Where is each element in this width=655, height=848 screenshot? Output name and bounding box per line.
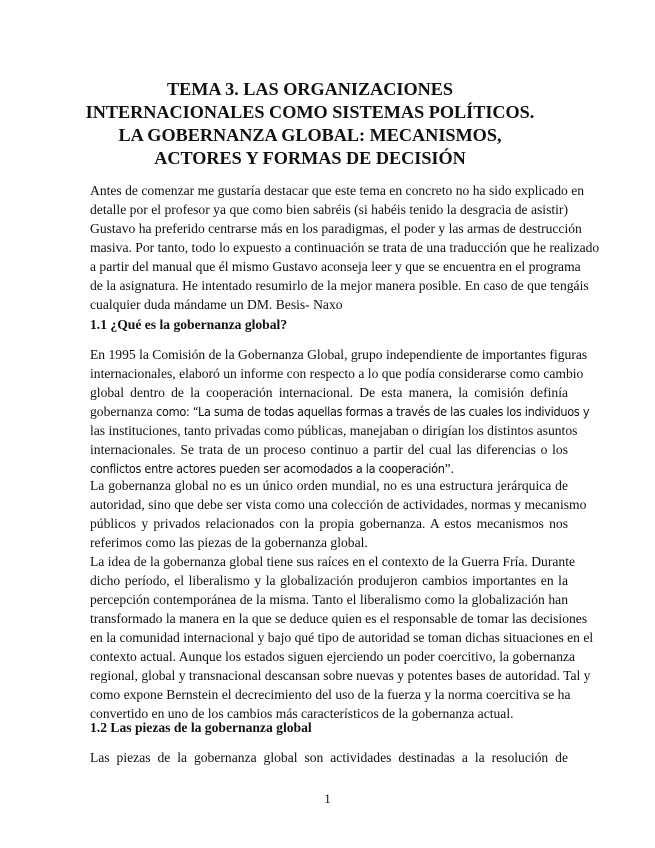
section-2-heading: 1.2 Las piezas de la gobernanza global: [90, 720, 312, 735]
paragraph-line: contexto actual. Aunque los estados siguen ejerciendo un poder coercitivo, la gobernanza: [90, 649, 576, 664]
paragraph-line: referimos como las piezas de la gobernanza global.: [90, 535, 368, 550]
intro-line: a partir del manual que él mismo Gustavo aconseja leer y que se encuentra en el programa: [90, 259, 581, 274]
paragraph-line: percepción contemporánea de la misma. Tanto el liberalismo como la globalización han: [90, 592, 568, 607]
title-line-2: INTERNACIONALES COMO SISTEMAS POLÍTICOS.: [85, 102, 535, 122]
intro-line: Antes de comenzar me gustaría destacar que este tema en concreto no ha sido explicado en: [90, 183, 585, 198]
paragraph-line: internacionales. Se trata de un proceso continuo a partir del cual las diferencias o los: [90, 442, 568, 457]
title-line-3: LA GOBERNANZA GLOBAL: MECANISMOS,: [118, 125, 502, 145]
paragraph-line: las instituciones, tanto privadas como públicas, manejaban o dirigían los distintos asuntos: [90, 423, 578, 438]
paragraph-line: Las piezas de la gobernanza global son actividades destinadas a la resolución de: [90, 750, 568, 765]
page-number: 1: [324, 791, 331, 806]
paragraph-line: [90, 402, 590, 421]
paragraph-line: públicos y privados relacionados con la propia gobernanza. A estos mecanismos nos: [90, 516, 568, 531]
paragraph-line: La gobernanza global no es un único orden mundial, no es una estructura jerárquica de: [90, 478, 568, 493]
paragraph-line: autoridad, sino que debe ser vista como una colección de actividades, normas y mecanismo: [90, 497, 587, 512]
paragraph-line: convertido en uno de los cambios más característicos de la gobernanza actual.: [90, 706, 514, 721]
section-1-paragraph-1: [90, 345, 590, 478]
section-1-heading: 1.1 ¿Qué es la gobernanza global?: [90, 317, 288, 332]
paragraph-line: transformado la manera en la que se deduce quien es el responsable de tomar las decisiones: [90, 611, 588, 626]
intro-line: Gustavo ha preferido centrarse más en los paradigmas, el poder y las armas de destrucción: [90, 221, 582, 236]
title-line-4: ACTORES Y FORMAS DE DECISIÓN: [154, 148, 466, 168]
paragraph-line: regional, global y transnacional descansan sobre nuevas y potentes bases de autoridad. Tal y: [90, 668, 591, 683]
intro-line: masiva. Por tanto, todo lo expuesto a continuación se trata de una traducción que he realizado: [90, 240, 600, 255]
definition-lead: gobernanza: [90, 404, 157, 419]
paragraph-line: dicho período, el liberalismo y la globalización produjeron cambios importantes en la: [90, 573, 568, 588]
definition-quote-end: conflictos entre actores pueden ser acomodados a la cooperación: [90, 461, 445, 476]
paragraph-line: como expone Bernstein el decrecimiento del uso de la fuerza y la norma coercitiva se ha: [90, 687, 571, 702]
paragraph-line: En 1995 la Comisión de la Gobernanza Global, grupo independiente de importantes figuras: [90, 347, 588, 362]
intro-paragraph: [90, 181, 600, 314]
title-line-1: TEMA 3. LAS ORGANIZACIONES: [167, 79, 453, 99]
intro-line: detalle por el profesor ya que como bien sabréis (si habéis tenido la desgracia de asistir): [90, 202, 568, 217]
section-1-paragraph-3: [90, 552, 594, 723]
intro-line: cualquier duda mándame un DM. Besis- Naxo: [90, 297, 343, 312]
section-2-paragraph-1: [90, 748, 568, 767]
quote-close: ”.: [444, 461, 455, 476]
paragraph-line: internacionales, elaboró un informe con respecto a lo que podía considerarse como cambio: [90, 366, 584, 381]
paragraph-line: en la comunidad internacional y bajo qué tipo de autoridad se toman dichas situaciones en el: [90, 630, 594, 645]
paragraph-line: global dentro de la cooperación internacional. De esta manera, la comisión definía: [90, 385, 568, 400]
paragraph-line: La idea de la gobernanza global tiene sus raíces en el contexto de la Guerra Fría. Durante: [90, 554, 576, 569]
document-title: [60, 78, 560, 170]
intro-line: de la asignatura. He intentado resumirlo de la mejor manera posible. En caso de que tengáis: [90, 278, 589, 293]
section-1-paragraph-2: [90, 476, 587, 552]
definition-quote-start: como: “La suma de todas aquellas formas a través de las cuales los individuos y: [156, 404, 590, 419]
